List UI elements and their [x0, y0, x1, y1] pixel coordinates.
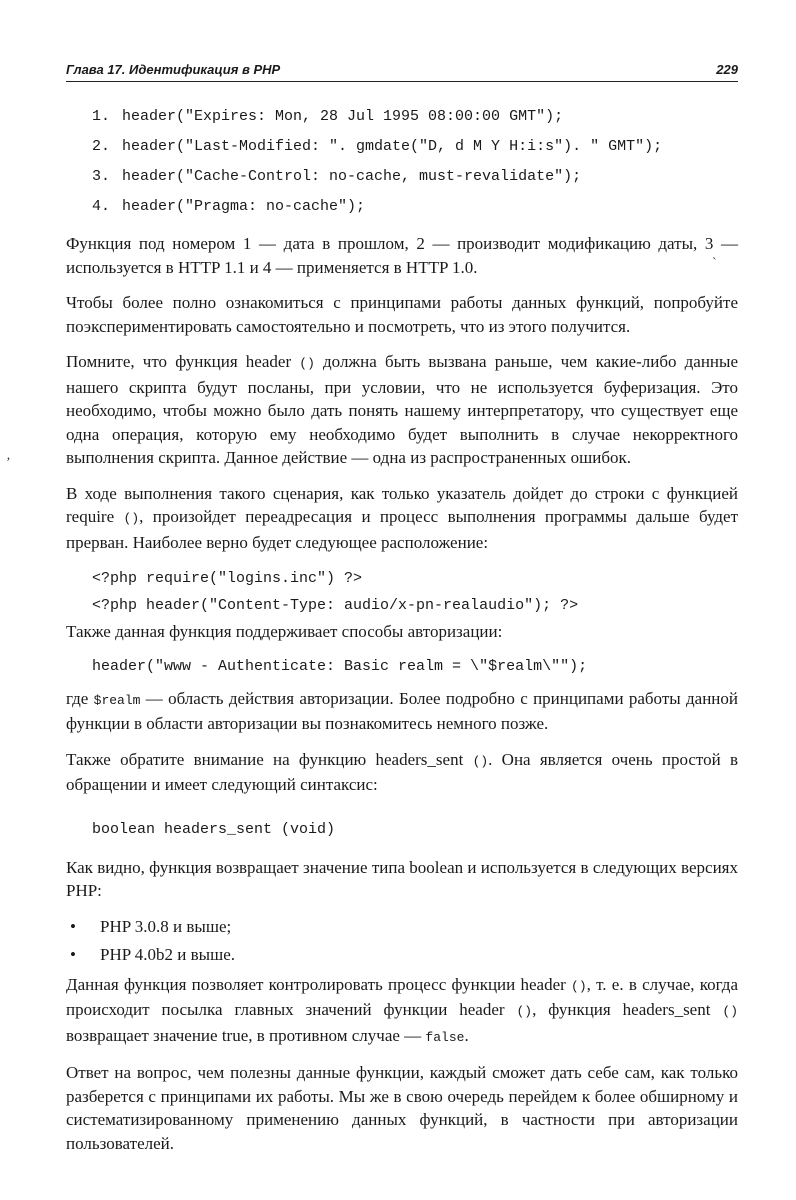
bullet-icon: • [70, 916, 76, 936]
inline-code: false [425, 1029, 465, 1045]
book-page [66, 62, 738, 1155]
text-span: Данная функция позволяет контролировать процесс функции header [66, 974, 572, 994]
text-span: Также обратите внимание на функцию headers_sent [66, 749, 473, 769]
paragraph-header-numbers: Функция под номером 1 — дата в прошлом, 2 — производит модификацию даты, 3 — используется в HTTP 1.1 и 4 — применяется в HTTP 1.0. [66, 234, 738, 277]
code-list-item [92, 192, 738, 222]
text-span: — область действия авторизации. Более подробно с принципами работы данной функции в области авторизации вы познакомитесь немного позже. [66, 688, 738, 733]
code-list-item [92, 162, 738, 192]
list-item [66, 941, 738, 969]
margin-tick-mark: ˋ [712, 256, 717, 271]
paragraph-experiment: Чтобы более полно ознакомиться с принципами работы данных функций, попробуйте поэкспериментировать самостоятельно и посмотреть, что из этого получится. [66, 293, 738, 336]
paragraph-realm [66, 687, 738, 736]
text-span: Помните, что функция header [66, 352, 300, 371]
running-head [66, 62, 738, 82]
list-item-text: PHP 4.0b2 и выше. [100, 944, 235, 964]
paragraph-auth-intro: Также данная функция поддерживает способы авторизации: [66, 622, 503, 641]
paragraph-require [66, 482, 738, 555]
line-number: 4. [92, 198, 111, 215]
code-list-item [92, 102, 738, 132]
inline-code: $realm [93, 692, 141, 708]
text-span: должна быть вызвана раньше, чем какие-либо данные нашего скрипта будут посланы, при условии, что не используется буферизация. Это необходимо, чтобы можно было дать понять нашему интерпретатору, что существует еще одна операция, которую ему необходимо будет выполнить в случае некорректного выполнения скрипта. Данное действие — одна из распространенных ошибок. [66, 352, 738, 467]
code-headers-sent-signature: boolean headers_sent (void) [92, 820, 336, 838]
text-span: , произойдет переадресация и процесс выполнения программы дальше будет прерван. Наиболее верно будет следующее расположение: [66, 507, 739, 552]
paragraph-headers-sent [66, 748, 738, 797]
paragraph-boolean: Как видно, функция возвращает значение типа boolean и используется в следующих версиях PHP: [66, 857, 738, 900]
inline-code: () [299, 356, 315, 371]
inline-code: () [516, 1004, 533, 1019]
chapter-title: Глава 17. Идентификация в PHP [66, 62, 281, 77]
code-content-type: <?php header("Content-Type: audio/x-pn-realaudio"); ?> [92, 597, 579, 614]
inline-code: () [123, 511, 140, 526]
inline-code: () [571, 978, 587, 994]
version-list [66, 913, 738, 969]
code-text: header("Cache-Control: no-cache, must-revalidate"); [122, 168, 582, 185]
text-span: В ходе выполнения такого сценария, как только указатель дойдет до строки с функцией require [66, 483, 738, 526]
line-number: 3. [92, 168, 111, 185]
paragraph-control [66, 973, 738, 1050]
code-text: header("Last-Modified: ". gmdate("D, d M Y H:i:s"). " GMT"); [122, 138, 663, 155]
text-span: где [66, 688, 94, 708]
code-list [92, 102, 738, 222]
margin-left-mark: ‚ [6, 448, 11, 463]
text-span: . [464, 1025, 469, 1045]
code-require: <?php require("logins.inc") ?> [92, 570, 363, 587]
list-item [66, 913, 738, 941]
bullet-icon: • [70, 944, 76, 964]
code-text: header("Expires: Mon, 28 Jul 1995 08:00:00 GMT"); [122, 108, 564, 125]
text-span: возвращает значение true, в противном случае — [66, 1025, 426, 1045]
text-span: . Она является очень простой в обращении и имеет следующий синтаксис: [66, 749, 738, 794]
text-span: , т. е. в случае, когда происходит посылка главных значений функции header [66, 974, 738, 1019]
line-number: 2. [92, 138, 111, 155]
text-span: , функция headers_sent [532, 1000, 723, 1019]
paragraph-header-order [66, 350, 738, 470]
code-list-item [92, 132, 738, 162]
code-text: header("Pragma: no-cache"); [122, 198, 366, 215]
inline-code: () [472, 753, 489, 769]
page-number: 229 [716, 62, 738, 77]
line-number: 1. [92, 108, 111, 125]
code-authenticate: header("www - Authenticate: Basic realm = \"$realm\""); [92, 657, 588, 675]
list-item-text: PHP 3.0.8 и выше; [100, 916, 232, 936]
paragraph-conclusion: Ответ на вопрос, чем полезны данные функции, каждый сможет дать себе сам, как только разберется с принципами их работы. Мы же в свою очередь перейдем к более обширному и систематизированному применению данных функций, в частности при авторизации пользователей. [66, 1063, 738, 1153]
inline-code: () [722, 1004, 738, 1019]
